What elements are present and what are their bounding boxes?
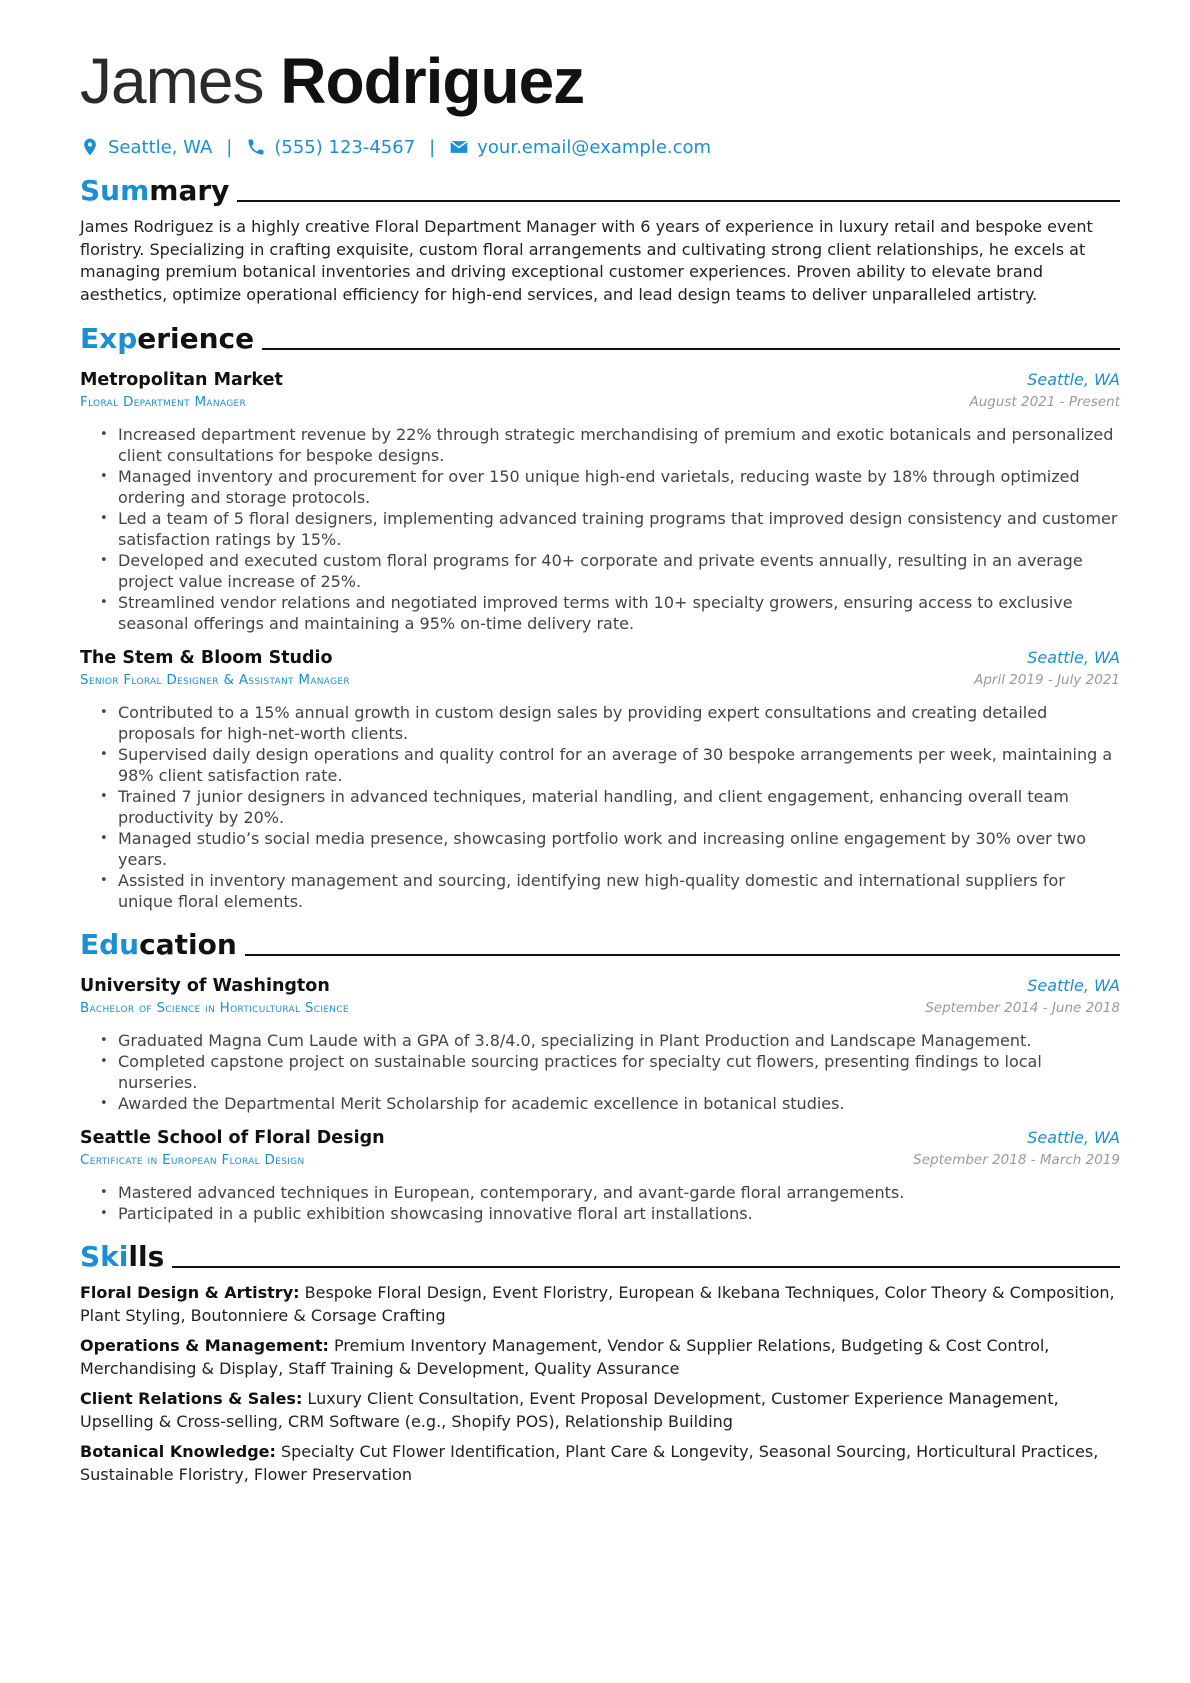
section-title: [80, 174, 229, 208]
candidate-name: [80, 40, 1120, 122]
entry-location: Seattle, WA: [1027, 370, 1120, 389]
bullet-item: • Awarded the Departmental Merit Scholarship for academic excellence in botanical studies.: [100, 1093, 1120, 1114]
section-heading-experience: [80, 318, 1120, 356]
map-pin-icon: [80, 137, 100, 157]
skill-group: [80, 1335, 1120, 1380]
resume-page: [80, 40, 1120, 1486]
experience-entry: [80, 368, 1120, 634]
contact-location: [80, 137, 212, 158]
bullet-item: • Led a team of 5 floral designers, implementing advanced training programs that improved design consistency and customer satisfaction ratings by 15%.: [100, 508, 1120, 550]
entry-organization: University of Washington: [80, 976, 330, 996]
phone-icon: [246, 137, 266, 157]
section-title-accent: Edu: [80, 928, 140, 961]
summary-text: James Rodriguez is a highly creative Floral Department Manager with 6 years of experience in luxury retail and bespoke event floristry. Specializing in crafting exquisite, custom floral arrangements and cultivating strong client relationships, he excels at managing premium botanical inventories and driving exceptional customer experiences. Proven ability to elevate brand aesthetics, optimize operational efficiency for high-end services, and lead design teams to deliver unparalleled artistry.: [80, 217, 1093, 304]
bullet-item: • Increased department revenue by 22% through strategic merchandising of premium and exotic botanicals and personalized client consultations for bespoke designs.: [100, 424, 1120, 466]
entry-dates: September 2014 - June 2018: [925, 1000, 1120, 1016]
entry-role: Bachelor of Science in Horticultural Science: [80, 1000, 349, 1016]
envelope-icon: [449, 137, 469, 157]
skill-text: Luxury Client Consultation, Event Proposal Development, Customer Experience Management, Upselling & Cross-selling, CRM Software (e.g., Shopify POS), Relationship Building: [80, 1389, 1059, 1431]
bullet-item: • Graduated Magna Cum Laude with a GPA of 3.8/4.0, specializing in Plant Production and Landscape Management.: [100, 1030, 1120, 1051]
section-title-rest: lls: [128, 1240, 165, 1273]
entry-role: Certificate in European Floral Design: [80, 1152, 305, 1168]
section-title: [80, 322, 254, 356]
section-title-accent: Exp: [80, 322, 138, 355]
entry-location: Seattle, WA: [1027, 648, 1120, 667]
entry-bullets: [80, 424, 1120, 634]
phone-text: (555) 123-4567: [274, 136, 416, 158]
section-title-rest: erience: [137, 322, 255, 355]
skill-label: Operations & Management:: [80, 1336, 329, 1355]
bullet-item: • Streamlined vendor relations and negotiated improved terms with 10+ specialty growers, ensuring access to exclusive seasonal offerings and maintaining a 95% on-time delivery rate.: [100, 592, 1120, 634]
section-title-accent: Sum: [80, 174, 150, 207]
skill-group: [80, 1388, 1120, 1433]
last-name: Rodriguez: [280, 45, 585, 117]
bullet-item: • Completed capstone project on sustainable sourcing practices for specialty cut flowers, presenting findings to local nurseries.: [100, 1051, 1120, 1093]
first-name: James: [80, 45, 264, 117]
bullet-item: • Participated in a public exhibition showcasing innovative floral art installations.: [100, 1203, 1120, 1224]
skill-text: Premium Inventory Management, Vendor & Supplier Relations, Budgeting & Cost Control, Merchandising & Display, Staff Training & Development, Quality Assurance: [80, 1336, 1050, 1378]
education-entry: [80, 974, 1120, 1114]
education-entry: [80, 1126, 1120, 1224]
section-rule: [245, 954, 1120, 956]
section-rule: [172, 1266, 1120, 1268]
section-rule: [262, 348, 1120, 350]
entry-organization: Seattle School of Floral Design: [80, 1128, 385, 1148]
bullet-item: • Supervised daily design operations and quality control for an average of 30 bespoke arrangements per week, maintaining a 98% client satisfaction rate.: [100, 744, 1120, 786]
bullet-item: • Trained 7 junior designers in advanced techniques, material handling, and client engagement, enhancing overall team productivity by 20%.: [100, 786, 1120, 828]
entry-bullets: [80, 1030, 1120, 1114]
entry-location: Seattle, WA: [1027, 1128, 1120, 1147]
experience-entry: [80, 646, 1120, 912]
section-rule: [237, 200, 1120, 202]
entry-location: Seattle, WA: [1027, 976, 1120, 995]
skill-label: Floral Design & Artistry:: [80, 1283, 300, 1302]
contact-phone[interactable]: [246, 137, 415, 158]
section-title-accent: Ski: [80, 1240, 129, 1273]
bullet-item: • Developed and executed custom floral programs for 40+ corporate and private events annually, resulting in an average project value increase of 25%.: [100, 550, 1120, 592]
email-link[interactable]: your.email@example.com: [477, 136, 712, 158]
skill-text: Bespoke Floral Design, Event Floristry, European & Ikebana Techniques, Color Theory & Composition, Plant Styling, Boutonniere & Corsage Crafting: [80, 1283, 1115, 1325]
entry-dates: September 2018 - March 2019: [913, 1152, 1120, 1168]
entry-bullets: [80, 1182, 1120, 1224]
entry-dates: August 2021 - Present: [969, 394, 1120, 410]
skill-label: Botanical Knowledge:: [80, 1442, 276, 1461]
skills-list: [80, 1282, 1120, 1486]
skill-group: [80, 1282, 1120, 1327]
contact-separator: |: [226, 136, 233, 158]
section-title-rest: mary: [149, 174, 230, 207]
skill-text: Specialty Cut Flower Identification, Plant Care & Longevity, Seasonal Sourcing, Horticultural Practices, Sustainable Floristry, Flower Preservation: [80, 1442, 1099, 1484]
entry-role: Floral Department Manager: [80, 394, 247, 410]
bullet-item: • Managed inventory and procurement for over 150 unique high-end varietals, reducing waste by 18% through optimized ordering and storage protocols.: [100, 466, 1120, 508]
section-heading-skills: [80, 1236, 1120, 1274]
bullet-item: • Assisted in inventory management and sourcing, identifying new high-quality domestic and international suppliers for unique floral elements.: [100, 870, 1120, 912]
bullet-item: • Mastered advanced techniques in European, contemporary, and avant-garde floral arrangements.: [100, 1182, 1120, 1203]
entry-organization: The Stem & Bloom Studio: [80, 648, 333, 668]
skill-label: Client Relations & Sales:: [80, 1389, 303, 1408]
section-title: [80, 928, 237, 962]
bullet-item: • Managed studio’s social media presence, showcasing portfolio work and increasing online engagement by 30% over two years.: [100, 828, 1120, 870]
bullet-item: • Contributed to a 15% annual growth in custom design sales by providing expert consultations and creating detailed proposals for high-net-worth clients.: [100, 702, 1120, 744]
entry-role: Senior Floral Designer & Assistant Manager: [80, 672, 350, 688]
contact-email[interactable]: [449, 137, 711, 158]
entry-dates: April 2019 - July 2021: [974, 672, 1120, 688]
entry-bullets: [80, 702, 1120, 912]
section-title: [80, 1240, 164, 1274]
location-text: Seattle, WA: [108, 136, 213, 158]
contact-separator: |: [429, 136, 436, 158]
skill-group: [80, 1441, 1120, 1486]
contact-bar: [80, 134, 1120, 160]
section-title-rest: cation: [139, 928, 237, 961]
section-heading-summary: [80, 170, 1120, 208]
entry-organization: Metropolitan Market: [80, 370, 283, 390]
section-heading-education: [80, 924, 1120, 962]
